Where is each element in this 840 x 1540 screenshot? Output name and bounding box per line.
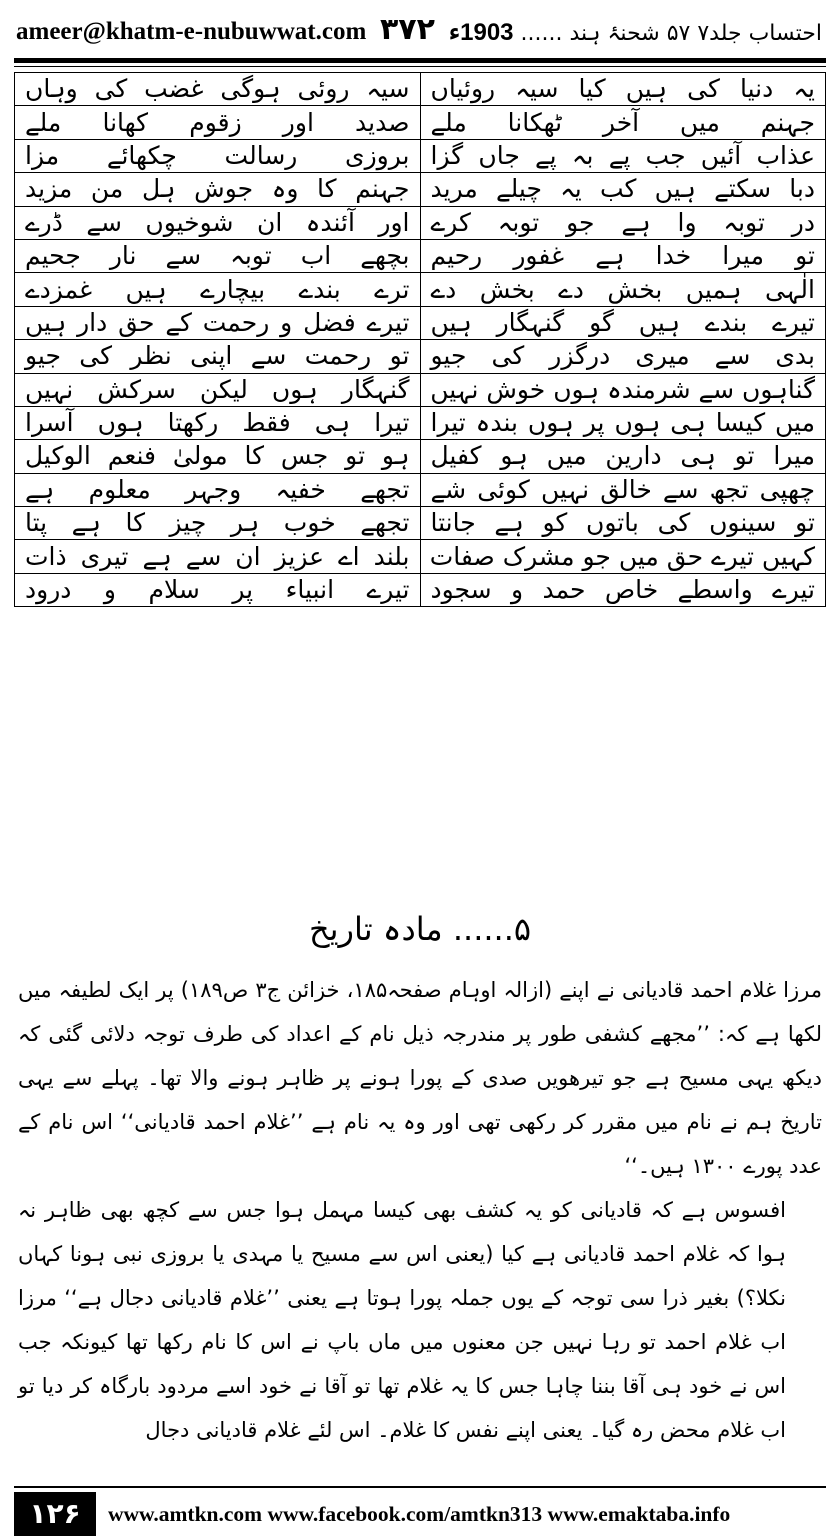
poem-row <box>15 406 826 439</box>
verse-second-half: جہنم کا وہ جوش ہل من مزید <box>15 173 421 206</box>
verse-first-half: میں کیسا ہی ہوں پر ہوں بندہ تیرا <box>420 406 826 439</box>
verse-second-half: تو رحمت سے اپنی نظر کی جیو <box>15 340 421 373</box>
paragraph: افسوس ہے کہ قادیانی کو یہ کشف بھی کیسا مہمل ہوا جس سے کچھ بھی ظاہر نہ ہوا کہ غلام احمد قادیانی ہے کیا (یعنی اس سے مسیح یا مہدی یا بروزی نبی ہونا کہاں نکلا؟) بغیر ذرا سی توجہ کے یوں جملہ پورا ہوتا ہے یعنی ’’غلام قادیانی دجال ہے‘‘ مرزا اب غلام احمد تو رہا نہیں جن معنوں میں ماں باپ نے اس کا نام رکھا تھا کیونکہ جب اس نے خود ہی آقا بننا چاہا جس کا یہ غلام تھا تو آقا نے خود اسے مردود بارگاہ کر دیا تو اب غلام محض رہ گیا۔ یعنی اپنے نفس کا غلام۔ اس لئے غلام قادیانی دجال <box>18 1198 786 1442</box>
running-title <box>449 18 822 47</box>
poem-row <box>15 173 826 206</box>
header-rule-thin <box>14 66 826 67</box>
poem-row <box>15 239 826 272</box>
footer-rule <box>14 1486 826 1488</box>
verse-first-half: یہ دنیا کی ہیں کیا سیہ روئیاں <box>420 73 826 106</box>
verse-first-half: بدی سے میری درگزر کی جیو <box>420 340 826 373</box>
poem-row <box>15 473 826 506</box>
verse-second-half: تجھے خوب ہر چیز کا ہے پتا <box>15 507 421 540</box>
verse-second-half: تیرے انبیاء پر سلام و درود <box>15 573 421 606</box>
verse-first-half: چھپی تجھ سے خالق نہیں کوئی شے <box>420 473 826 506</box>
verse-first-half: الٰہی ہمیں بخش دے بخش دے <box>420 273 826 306</box>
verse-second-half: ہو تو جس کا مولیٰ فنعم الوکیل <box>15 440 421 473</box>
running-title-year: 1903ء <box>448 19 514 46</box>
verse-first-half: تیرے بندے ہیں گو گنہگار ہیں <box>420 306 826 339</box>
verse-first-half: گناہوں سے شرمندہ ہوں خوش نہیں <box>420 373 826 406</box>
poem-row <box>15 340 826 373</box>
header-page-number: ۳۷۲ <box>380 12 435 47</box>
verse-first-half: دبا سکتے ہیں کب یہ چیلے مرید <box>420 173 826 206</box>
footer-page-badge: ۱۲۶ <box>14 1492 96 1536</box>
poem-row <box>15 573 826 606</box>
poem-row <box>15 273 826 306</box>
verse-first-half: جہنم میں آخر ٹھکانا ملے <box>420 106 826 139</box>
verse-second-half: تجھے خفیہ وجہر معلوم ہے <box>15 473 421 506</box>
prose-body <box>18 968 822 1452</box>
verse-first-half: در توبہ وا ہے جو توبہ کرے <box>420 206 826 239</box>
verse-second-half: اور آئندہ ان شوخیوں سے ڈرے <box>15 206 421 239</box>
header-email: ameer@khatm-e-nubuwwat.com <box>16 18 367 45</box>
paragraph: مرزا غلام احمد قادیانی نے اپنے (ازالہ اوہام صفحہ۱۸۵، خزائن ج۳ ص۱۸۹) پر ایک لطیفہ میں لکھا ہے کہ: ’’مجھے کشفی طور پر مندرجہ ذیل نام کے اعداد کی طرف توجہ دلائی گئی کہ دیکھ یہی مسیح ہے جو تیرھویں صدی کے پورا ہونے پر ظاہر ہونے والا تھا۔ پہلے سے یہی تاریخ ہم نے نام میں مقرر کر رکھی تھی اور وہ یہ نام ہے ’’غلام احمد قادیانی‘‘ اس نام کے عدد پورے ۱۳۰۰ ہیں۔‘‘ <box>18 978 822 1178</box>
poem-table <box>14 72 826 607</box>
poem-row <box>15 440 826 473</box>
verse-second-half: بچھے اب توبہ سے نار جحیم <box>15 239 421 272</box>
verse-second-half: صدید اور زقوم کھانا ملے <box>15 106 421 139</box>
verse-second-half: بلند اے عزیز ان سے ہے تیری ذات <box>15 540 421 573</box>
header-rule-thick <box>14 58 826 63</box>
verse-first-half: کہیں تیرے حق میں جو مشرک صفات <box>420 540 826 573</box>
poem-row <box>15 106 826 139</box>
page-header <box>0 0 840 62</box>
poem-row <box>15 373 826 406</box>
verse-second-half: گنہگار ہوں لیکن سرکش نہیں <box>15 373 421 406</box>
poem-row <box>15 540 826 573</box>
poem-row <box>15 306 826 339</box>
verse-second-half: تیرا ہی فقط رکھتا ہوں آسرا <box>15 406 421 439</box>
footer-links[interactable]: www.amtkn.com www.facebook.com/amtkn313 www.emaktaba.info <box>108 1502 731 1526</box>
verse-first-half: تو سینوں کی باتوں کو ہے جانتا <box>420 507 826 540</box>
verse-first-half: میرا تو ہی دارین میں ہو کفیل <box>420 440 826 473</box>
verse-second-half: تیرے فضل و رحمت کے حق دار ہیں <box>15 306 421 339</box>
verse-second-half: بروزی رسالت چکھائے مزا <box>15 139 421 172</box>
verse-first-half: تو میرا خدا ہے غفور رحیم <box>420 239 826 272</box>
poem-row <box>15 507 826 540</box>
section-title: ۵...... مادہ تاریخ <box>308 910 532 948</box>
poem-row <box>15 139 826 172</box>
poem-row <box>15 206 826 239</box>
poem-row <box>15 73 826 106</box>
verse-second-half: سیہ روئی ہوگی غضب کی وہاں <box>15 73 421 106</box>
verse-first-half: عذاب آئیں جب پے بہ پے جاں گزا <box>420 139 826 172</box>
verse-first-half: تیرے واسطے خاص حمد و سجود <box>420 573 826 606</box>
verse-second-half: ترے بندے بیچارے ہیں غمزدے <box>15 273 421 306</box>
running-title-text: احتساب جلد۷ ۵۷ شحنۂ ہند ...... <box>520 21 822 46</box>
